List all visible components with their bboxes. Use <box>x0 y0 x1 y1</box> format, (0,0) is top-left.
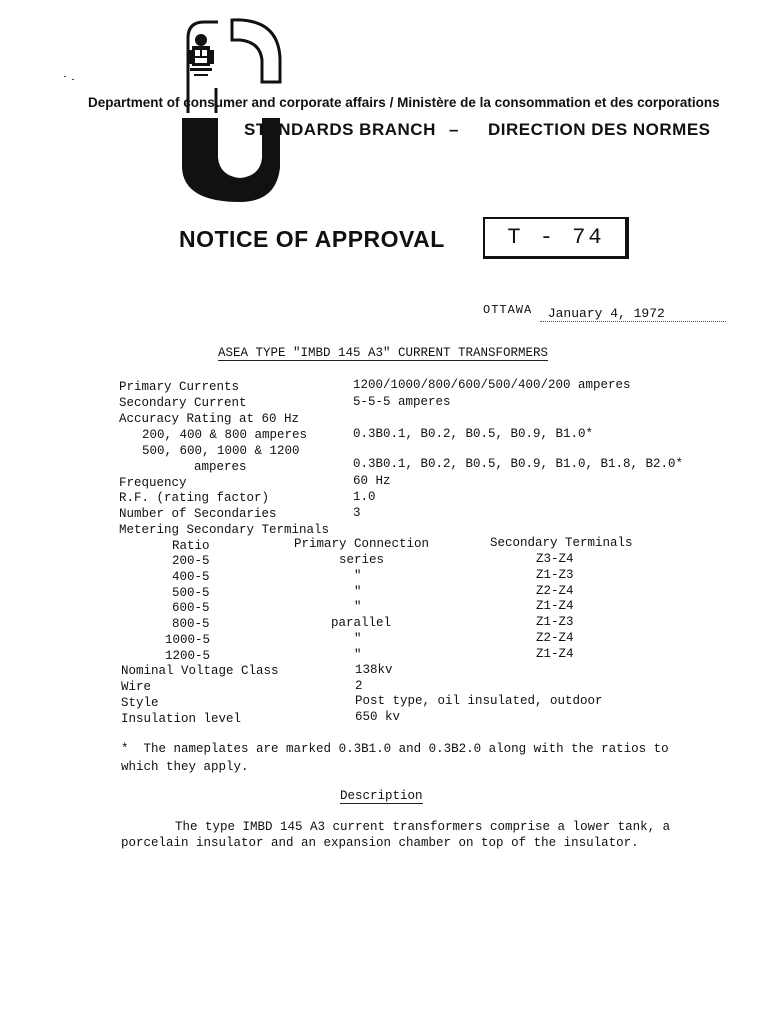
table-cell-terminals: Z1-Z4 <box>536 599 574 613</box>
spec-label: Number of Secondaries <box>119 507 277 521</box>
canada-crest-icon <box>186 32 216 80</box>
spec-value: 0.3B0.1, B0.2, B0.5, B0.9, B1.0* <box>353 427 594 441</box>
footnote <box>121 740 691 776</box>
spec-value: 60 Hz <box>353 474 391 488</box>
spec-value: Post type, oil insulated, outdoor <box>355 694 603 708</box>
branch-name-en: STANDARDS BRANCH <box>244 120 436 139</box>
table-cell-ratio: 1200-5 <box>165 649 211 663</box>
table-cell-connection: " <box>354 585 362 599</box>
spec-label: R.F. (rating factor) <box>119 491 270 505</box>
spec-value: 5-5-5 amperes <box>353 395 451 409</box>
spec-value: 2 <box>355 679 363 693</box>
table-cell-ratio: 400-5 <box>172 570 210 584</box>
spec-value: 650 kv <box>355 710 401 724</box>
spec-label: Nominal Voltage Class <box>121 664 279 678</box>
notice-number: T - 74 <box>507 225 605 250</box>
table-cell-connection: series <box>339 553 385 567</box>
footnote-text: The nameplates are marked 0.3B1.0 and 0.3B2.0 along with the ratios to which they apply. <box>121 742 669 774</box>
place-label: OTTAWA <box>483 303 533 317</box>
table-cell-terminals: Z1-Z3 <box>536 568 574 582</box>
branch-name-fr: DIRECTION DES NORMES <box>488 120 711 139</box>
table-cell-connection: " <box>354 600 362 614</box>
table-cell-ratio: 600-5 <box>172 601 210 615</box>
branch-separator: – <box>449 120 459 139</box>
spec-label: Primary Currents <box>119 380 240 394</box>
table-cell-terminals: Z2-Z4 <box>536 631 574 645</box>
table-cell-terminals: Z2-Z4 <box>536 584 574 598</box>
table-header-secondary-terminals: Secondary Terminals <box>490 536 633 550</box>
spec-label: Accuracy Rating at 60 Hz <box>119 412 300 426</box>
table-cell-ratio: 500-5 <box>172 586 210 600</box>
spec-label: Insulation level <box>121 712 242 726</box>
spec-value: 138kv <box>355 663 393 677</box>
footnote-marker: * <box>121 742 129 756</box>
spec-label: Metering Secondary Terminals <box>119 523 330 537</box>
spec-label: 200, 400 & 800 amperes <box>142 428 308 442</box>
table-cell-terminals: Z1-Z3 <box>536 615 574 629</box>
spec-label: Frequency <box>119 476 187 490</box>
document-heading: ASEA TYPE "IMBD 145 A3" CURRENT TRANSFORMERS <box>218 346 549 360</box>
table-header-primary-connection: Primary Connection <box>294 537 430 551</box>
spec-value: 3 <box>353 506 361 520</box>
spec-value: 1.0 <box>353 490 376 504</box>
description-heading: Description <box>340 789 423 803</box>
description-body: The type IMBD 145 A3 current transformers comprise a lower tank, a porcelain insulator and an expansion chamber on top of the insulator. <box>121 820 671 850</box>
spec-value: 1200/1000/800/600/500/400/200 amperes <box>353 378 631 392</box>
notice-title: NOTICE OF APPROVAL <box>179 226 445 252</box>
table-cell-terminals: Z1-Z4 <box>536 647 574 661</box>
approval-date-text: January 4, 1972 <box>547 306 665 321</box>
approval-date <box>540 306 726 322</box>
spec-label: 500, 600, 1000 & 1200 <box>142 444 300 458</box>
spec-value: 0.3B0.1, B0.2, B0.5, B0.9, B1.0, B1.8, B2.0* <box>353 457 684 471</box>
table-cell-connection: " <box>354 648 362 662</box>
spec-label: Secondary Current <box>119 396 247 410</box>
table-cell-connection: " <box>354 632 362 646</box>
table-cell-terminals: Z3-Z4 <box>536 552 574 566</box>
spec-label: Style <box>121 696 159 710</box>
spec-label: amperes <box>194 460 247 474</box>
table-cell-ratio: 200-5 <box>172 554 210 568</box>
department-name: Department of consumer and corporate affairs / Ministère de la consommation et des corporations <box>88 95 720 110</box>
table-cell-connection: " <box>354 569 362 583</box>
table-cell-connection: parallel <box>331 616 392 630</box>
table-cell-ratio: 1000-5 <box>165 633 211 647</box>
table-header-ratio: Ratio <box>172 539 210 553</box>
spec-label: Wire <box>121 680 152 694</box>
table-cell-ratio: 800-5 <box>172 617 210 631</box>
